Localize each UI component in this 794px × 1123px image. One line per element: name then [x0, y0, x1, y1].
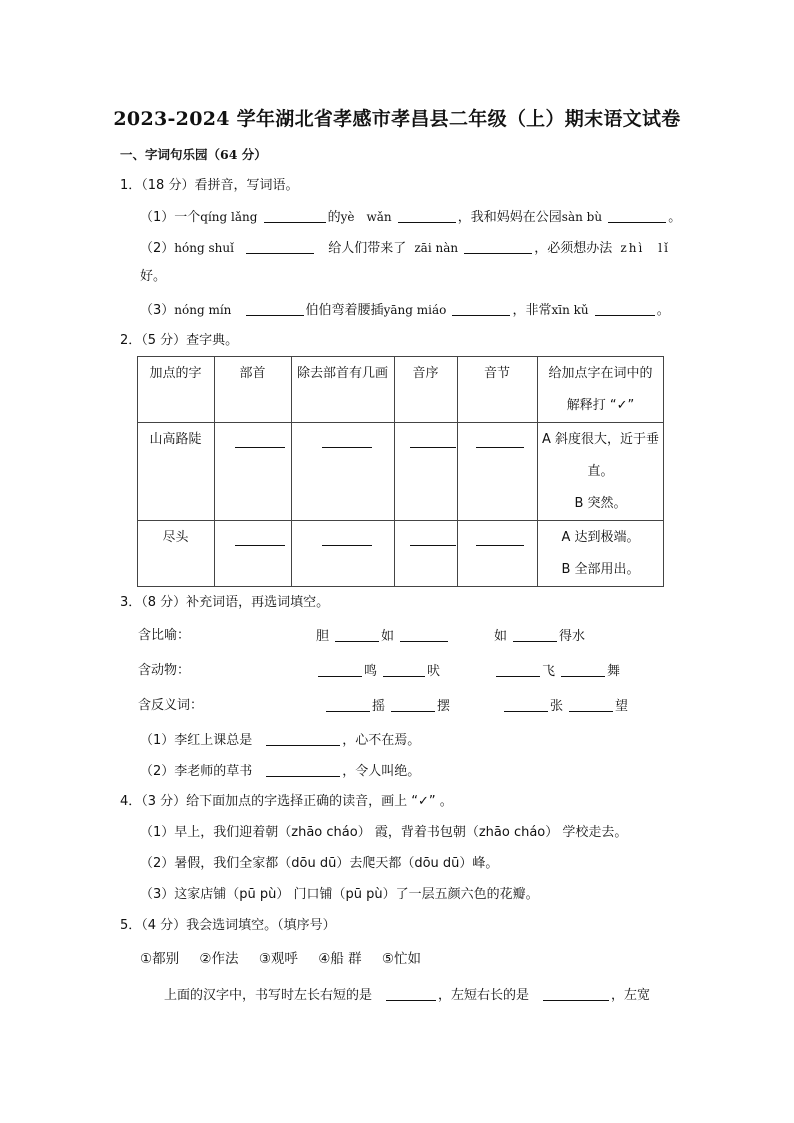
text: 张 [550, 699, 564, 714]
idiom-pair [494, 662, 620, 681]
text: （2）李老师的草书 [140, 764, 253, 779]
answer-blank[interactable] [400, 627, 448, 642]
text: ，非常 [512, 303, 552, 318]
answer-blank[interactable] [266, 762, 340, 777]
sentence-2 [140, 762, 420, 781]
option: ⑤忙如 [381, 951, 422, 967]
text: 伯伯弯着腰插 [305, 303, 384, 318]
option-a: A 斜度很大，近于垂 [541, 432, 660, 447]
text: 鸣 [364, 664, 378, 679]
answer-blank[interactable] [326, 697, 370, 712]
answer-blank[interactable] [452, 301, 510, 316]
question-4-line-1: （1）早上，我们迎着朝（zhāo cháo） 霞，背着书包朝（zhāo cháo） 学校走去。 [140, 825, 628, 840]
answer-blank[interactable] [398, 208, 456, 223]
question-1-line-2 [140, 239, 670, 258]
table-header: 音序 [412, 366, 439, 381]
text: 得水 [559, 629, 586, 644]
answer-blank[interactable] [266, 731, 340, 746]
answer-blank[interactable] [391, 697, 435, 712]
question-1-line-2-cont: 好。 [140, 269, 167, 284]
row-label: 含动物： [138, 663, 191, 678]
option: ②作法 [199, 951, 239, 967]
text: 。 [668, 210, 682, 225]
option-b: B 全部用出。 [561, 562, 640, 577]
answer-blank[interactable] [476, 531, 524, 546]
row-label: 含比喻： [138, 628, 191, 643]
text: 。 [656, 303, 670, 318]
text: 望 [615, 699, 629, 714]
text: ，左宽 [611, 988, 651, 1003]
text: 舞 [607, 664, 621, 679]
option: ④船 群 [318, 951, 362, 967]
text: ，必须想办法 [534, 241, 613, 256]
pinyin: yè wǎn [340, 210, 392, 224]
pinyin: sàn bù [561, 210, 603, 224]
table-header: 加点的字 [149, 366, 202, 381]
answer-blank[interactable] [410, 531, 456, 546]
question-1-line-1 [140, 208, 681, 227]
table-header: 部首 [239, 366, 266, 381]
pinyin: zhì lǐ [620, 241, 670, 255]
answer-blank[interactable] [496, 662, 540, 677]
idiom-pair [316, 662, 440, 681]
answer-blank[interactable] [476, 433, 524, 448]
question-5-line [164, 986, 650, 1005]
table-header: 音节 [483, 366, 510, 381]
pinyin: zāi nàn [414, 241, 459, 255]
answer-blank[interactable] [383, 662, 425, 677]
answer-blank[interactable] [464, 239, 532, 254]
answer-blank[interactable] [322, 531, 372, 546]
text: 如 [381, 629, 395, 644]
answer-blank[interactable] [264, 208, 326, 223]
text: 摇 [372, 699, 386, 714]
answer-blank[interactable] [561, 662, 605, 677]
answer-blank[interactable] [608, 208, 666, 223]
idiom-pair [324, 697, 450, 716]
text: （1）李红上课总是 [140, 733, 253, 748]
idiom-pair [316, 627, 450, 646]
answer-blank[interactable] [410, 433, 456, 448]
pinyin: qíng lǎng [200, 210, 258, 224]
text: （3） [140, 303, 175, 318]
answer-blank[interactable] [386, 986, 436, 1001]
text: 吠 [427, 664, 441, 679]
text: 胆 [316, 629, 330, 644]
answer-blank[interactable] [246, 239, 314, 254]
table-word: 尽头 [162, 530, 189, 545]
table-header: 给加点字在词中的 [548, 366, 653, 381]
answer-blank[interactable] [595, 301, 655, 316]
text: 飞 [542, 664, 556, 679]
question-4-line-2: （2）暑假，我们全家都（dōu dū）去爬天都（dōu dū）峰。 [140, 856, 499, 871]
table-header: 解释打 “✓” [566, 398, 635, 413]
question-5-stem: 5．（4 分）我会选词填空。（填序号） [120, 918, 336, 933]
exam-title: 2023-2024 学年湖北省孝感市孝昌县二年级（上）期末语文试卷 [113, 108, 681, 130]
question-3-stem: 3．（8 分）补充词语，再选词填空。 [120, 595, 330, 610]
text: ，我和妈妈在公园 [457, 210, 562, 225]
row-label: 含反义词： [138, 698, 204, 713]
question-4-stem: 4．（3 分）给下面加点的字选择正确的读音，画上 “✓” 。 [120, 794, 453, 809]
answer-blank[interactable] [318, 662, 362, 677]
table-word: 山高路陡 [149, 432, 202, 447]
text: ，令人叫绝。 [342, 764, 421, 779]
section-heading: 一、字词句乐园（64 分） [120, 147, 267, 162]
text: 上面的汉字中，书写时左长右短的是 [164, 988, 373, 1003]
answer-blank[interactable] [246, 301, 304, 316]
text: 摆 [437, 699, 451, 714]
answer-blank[interactable] [322, 433, 372, 448]
table-header: 除去部首有几画 [296, 366, 388, 381]
pinyin: yāng miáo [383, 303, 447, 317]
option-list [140, 950, 421, 968]
text: ，心不在焉。 [342, 733, 421, 748]
answer-blank[interactable] [235, 531, 285, 546]
option: ③观呼 [258, 951, 298, 967]
question-1-line-3 [140, 301, 670, 320]
question-4-line-3: （3）这家店铺（pū pù） 门口铺（pū pù）了一层五颜六色的花瓣。 [140, 887, 539, 902]
option-a-cont: 直。 [587, 464, 614, 479]
question-1-stem: 1．（18 分）看拼音，写词语。 [120, 178, 299, 193]
idiom-pair [494, 627, 585, 646]
text: （2） [140, 241, 175, 256]
pinyin: hóng shuǐ [174, 241, 234, 255]
answer-blank[interactable] [335, 627, 379, 642]
answer-blank[interactable] [513, 627, 557, 642]
option-a: A 达到极端。 [561, 530, 640, 545]
answer-blank[interactable] [543, 986, 609, 1001]
option: ①都别 [140, 951, 180, 967]
text: （1）一个 [140, 210, 201, 225]
text: ，左短右长的是 [438, 988, 530, 1003]
text: 的 [327, 210, 341, 225]
answer-blank[interactable] [504, 697, 548, 712]
question-2-stem: 2．（5 分）查字典。 [120, 333, 239, 348]
pinyin: xīn kǔ [551, 303, 589, 317]
answer-blank[interactable] [235, 433, 285, 448]
text: 如 [494, 629, 508, 644]
pinyin: nóng mín [174, 303, 232, 317]
option-b: B 突然。 [574, 496, 627, 511]
sentence-1 [140, 731, 420, 750]
idiom-pair [502, 697, 628, 716]
text: 给人们带来了 [328, 241, 407, 256]
answer-blank[interactable] [569, 697, 613, 712]
